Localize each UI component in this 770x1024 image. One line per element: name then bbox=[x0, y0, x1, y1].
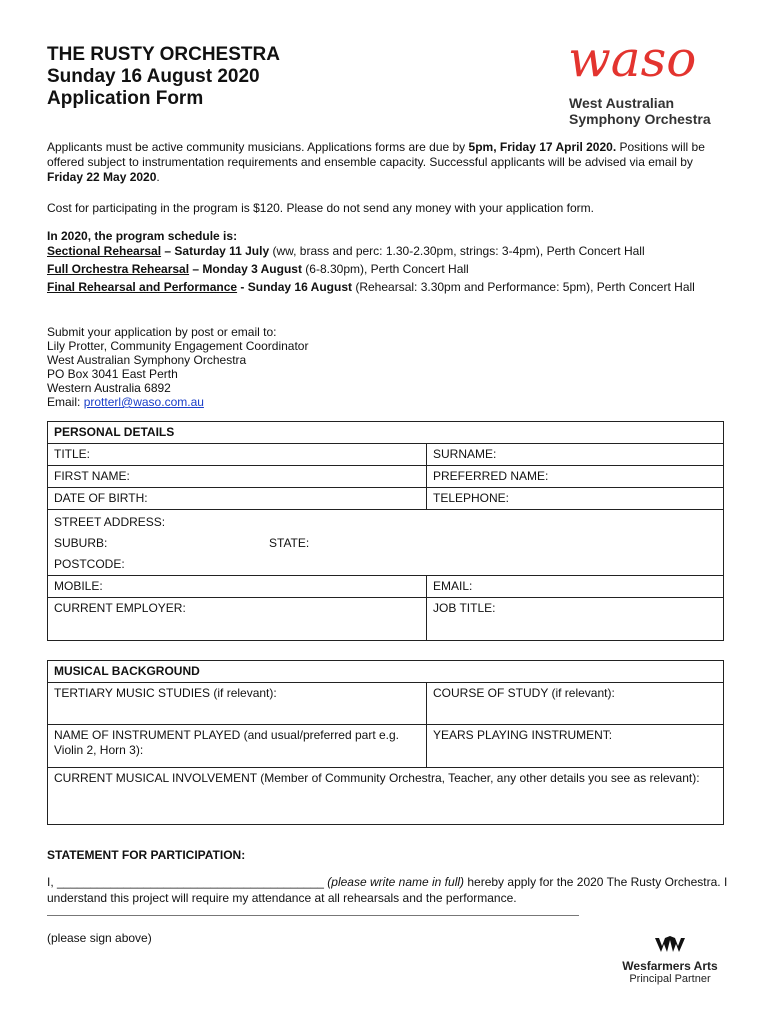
due-date: 5pm, Friday 17 April 2020. bbox=[468, 140, 617, 154]
job-title-field[interactable]: JOB TITLE: bbox=[427, 598, 724, 641]
advise-date: Friday 22 May 2020 bbox=[47, 170, 157, 184]
schedule-item-date: Sunday 16 August bbox=[247, 280, 352, 294]
email-label: Email: bbox=[47, 395, 84, 409]
schedule-item-detail: (6-8.30pm), Perth Concert Hall bbox=[301, 262, 469, 276]
submit-line: PO Box 3041 East Perth bbox=[47, 367, 178, 381]
musical-background-heading: MUSICAL BACKGROUND bbox=[48, 661, 724, 683]
preferred-name-field[interactable]: PREFERRED NAME: bbox=[427, 466, 724, 488]
intro-paragraph bbox=[47, 140, 731, 185]
submit-email-line bbox=[47, 395, 731, 409]
cost-note: Cost for participating in the program is $120. Please do not send any money with your application form. bbox=[47, 201, 594, 215]
musical-background-table bbox=[47, 660, 724, 825]
schedule-sep: – bbox=[189, 262, 203, 276]
schedule-item bbox=[47, 280, 731, 295]
musical-involvement-field[interactable]: CURRENT MUSICAL INVOLVEMENT (Member of Community Orchestra, Teacher, any other details you see as relevant): bbox=[48, 768, 724, 825]
intro-text-2: Positions will be offered subject to instrumentation requirements and ensemble capacity. Successful applicants will be advised via email by bbox=[47, 140, 705, 169]
state-label: STATE: bbox=[269, 536, 310, 550]
schedule-heading: In 2020, the program schedule is: bbox=[47, 229, 238, 243]
email-link[interactable]: protterl@waso.com.au bbox=[83, 395, 204, 409]
telephone-field[interactable]: TELEPHONE: bbox=[427, 488, 724, 510]
years-playing-field[interactable]: YEARS PLAYING INSTRUMENT: bbox=[427, 725, 724, 768]
title-line-3: Application Form bbox=[47, 88, 204, 109]
intro-text: Applicants must be active community musicians. Applications forms are due by bbox=[47, 140, 469, 154]
dob-field[interactable]: DATE OF BIRTH: bbox=[48, 488, 427, 510]
logo-line-1: West Australian bbox=[569, 95, 675, 111]
schedule-item-detail: (ww, brass and perc: 1.30-2.30pm, strings: 3-4pm), Perth Concert Hall bbox=[269, 244, 645, 258]
title-line-1: THE RUSTY ORCHESTRA bbox=[47, 44, 280, 65]
personal-details-table bbox=[47, 421, 724, 641]
surname-field[interactable]: SURNAME: bbox=[427, 444, 724, 466]
employer-field[interactable]: CURRENT EMPLOYER: bbox=[48, 598, 427, 641]
sign-note: (please sign above) bbox=[47, 931, 152, 945]
instrument-field[interactable]: NAME OF INSTRUMENT PLAYED (and usual/preferred part e.g. Violin 2, Horn 3): bbox=[48, 725, 427, 768]
submit-line: Submit your application by post or email to: bbox=[47, 325, 277, 339]
first-name-field[interactable]: FIRST NAME: bbox=[48, 466, 427, 488]
submit-info bbox=[47, 325, 731, 409]
schedule-item-date: Monday 3 August bbox=[202, 262, 302, 276]
title-line-2: Sunday 16 August 2020 bbox=[47, 66, 260, 87]
address-field[interactable] bbox=[48, 510, 724, 576]
statement-heading: STATEMENT FOR PARTICIPATION: bbox=[47, 848, 246, 862]
postcode-label: POSTCODE: bbox=[54, 557, 125, 571]
schedule-item-label: Full Orchestra Rehearsal bbox=[47, 262, 190, 276]
schedule-item bbox=[47, 244, 731, 259]
suburb-state-row bbox=[54, 536, 717, 551]
mobile-field[interactable]: MOBILE: bbox=[48, 576, 427, 598]
submit-line: Western Australia 6892 bbox=[47, 381, 171, 395]
statement-text bbox=[47, 874, 731, 906]
schedule bbox=[47, 229, 731, 295]
suburb-label: SUBURB: bbox=[54, 536, 108, 550]
statement-body: hereby apply for the 2020 The Rusty Orchestra. I understand this project will require my attendance at all rehearsals and the performance. bbox=[47, 875, 728, 905]
submit-line: Lily Protter, Community Engagement Coordinator bbox=[47, 339, 309, 353]
title-field[interactable]: TITLE: bbox=[48, 444, 427, 466]
page-title bbox=[47, 44, 280, 110]
wesfarmers-logo bbox=[614, 936, 726, 985]
partner-name: Wesfarmers Arts bbox=[622, 959, 718, 973]
schedule-item-label: Sectional Rehearsal bbox=[47, 244, 162, 258]
submit-line: West Australian Symphony Orchestra bbox=[47, 353, 247, 367]
intro-period: . bbox=[156, 170, 160, 184]
schedule-item-detail: (Rehearsal: 3.30pm and Performance: 5pm), Perth Concert Hall bbox=[352, 280, 695, 294]
schedule-item-label: Final Rehearsal and Performance bbox=[47, 280, 238, 294]
schedule-item bbox=[47, 262, 731, 277]
wesfarmers-mark-icon bbox=[653, 936, 687, 954]
schedule-sep: – bbox=[161, 244, 175, 258]
name-blank[interactable]: I, ________________________________________ bbox=[47, 875, 328, 889]
logo-line-2: Symphony Orchestra bbox=[569, 111, 711, 127]
schedule-item-date: Saturday 11 July bbox=[174, 244, 270, 258]
personal-details-heading: PERSONAL DETAILS bbox=[48, 422, 724, 444]
tertiary-studies-field[interactable]: TERTIARY MUSIC STUDIES (if relevant): bbox=[48, 683, 427, 725]
course-of-study-field[interactable]: COURSE OF STUDY (if relevant): bbox=[427, 683, 724, 725]
name-instruction: (please write name in full) bbox=[327, 875, 465, 889]
waso-logo-word: waso bbox=[568, 30, 697, 88]
email-field[interactable]: EMAIL: bbox=[427, 576, 724, 598]
schedule-sep: - bbox=[237, 280, 248, 294]
partner-role: Principal Partner bbox=[629, 973, 711, 985]
waso-logo bbox=[566, 30, 726, 127]
waso-logo-mark bbox=[566, 30, 716, 88]
street-address-label: STREET ADDRESS: bbox=[54, 515, 166, 529]
signature-line[interactable] bbox=[47, 915, 579, 916]
